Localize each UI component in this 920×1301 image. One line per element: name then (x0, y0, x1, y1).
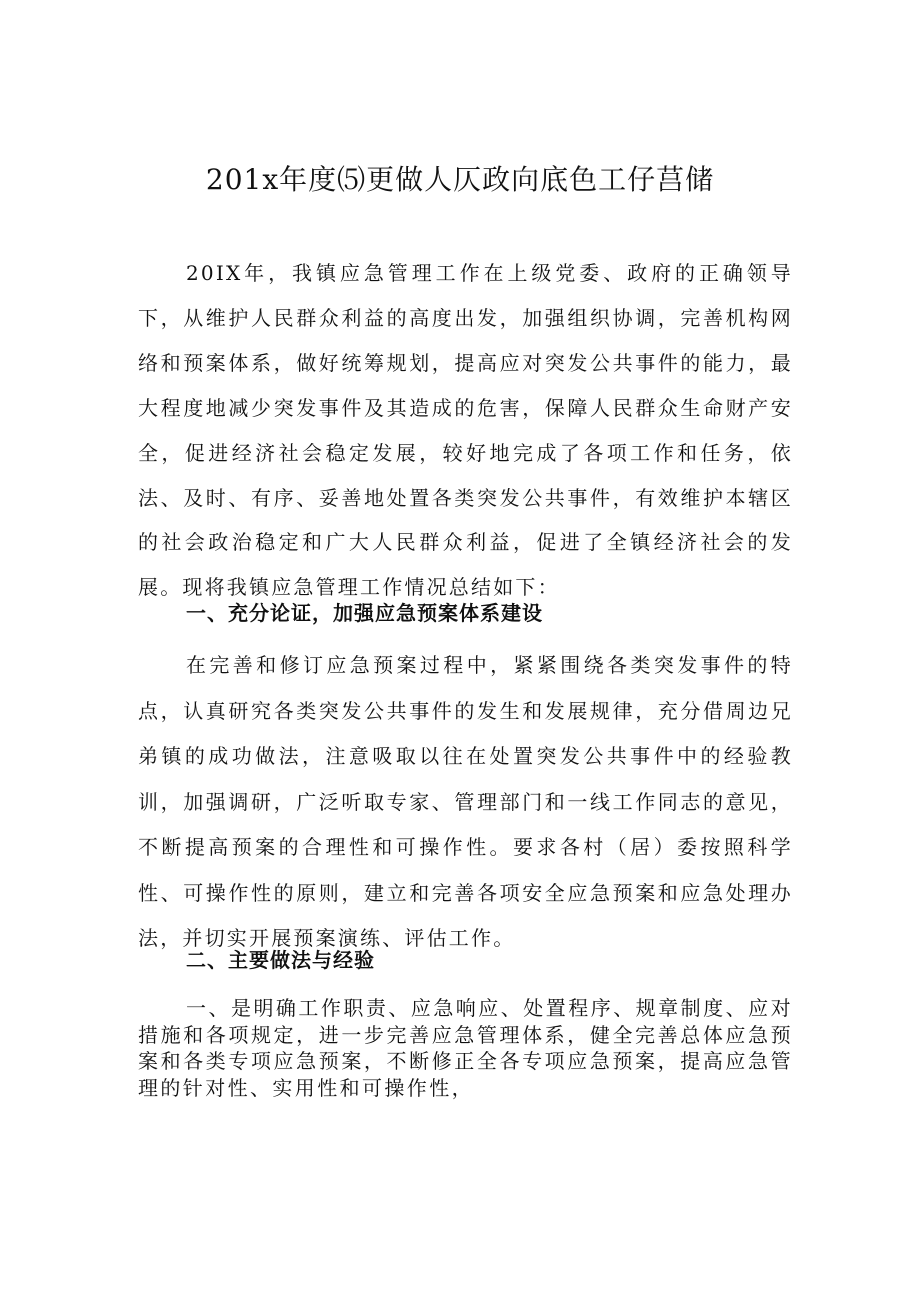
section-heading-1: 一、充分论证，加强应急预案体系建设 (186, 601, 543, 625)
document-title: 201x年度⑸更做人仄政向底色工仔莒储 (205, 163, 715, 196)
section-1-paragraph: 在完善和修订应急预案过程中，紧紧围绕各类突发事件的特点，认真研究各类突发公共事件的发生和发展规律，充分借周边兄弟镇的成功做法，注意吸取以往在处置突发公共事件中的经验教训，加强调研，广泛听取专家、管理部门和一线工作同志的意见，不断提高预案的合理性和可操作性。要求各村（居）委按照科学性、可操作性的原则，建立和完善各项安全应急预案和应急处理办法，并切实开展预案演练、评估工作。 (138, 653, 793, 950)
section-2-paragraph: 一、是明确工作职责、应急响应、处置程序、规章制度、应对措施和各项规定，进一步完善应急管理体系，健全完善总体应急预案和各类专项应急预案，不断修正全各专项应急预案，提高应急管理的针对性、实用性和可操作性， (138, 996, 793, 1100)
section-heading-2: 二、主要做法与经验 (186, 948, 375, 972)
intro-paragraph: 20IX年，我镇应急管理工作在上级党委、政府的正确领导下，从维护人民群众利益的高度出发，加强组织协调，完善机构网络和预案体系，做好统筹规划，提高应对突发公共事件的能力，最大程度地减少突发事件及其造成的危害，保障人民群众生命财产安全，促进经济社会稳定发展，较好地完成了各项工作和任务，依法、及时、有序、妥善地处置各类突发公共事件，有效维护本辖区的社会政治稳定和广大人民群众利益，促进了全镇经济社会的发展。现将我镇应急管理工作情况总结如下： (138, 261, 793, 600)
